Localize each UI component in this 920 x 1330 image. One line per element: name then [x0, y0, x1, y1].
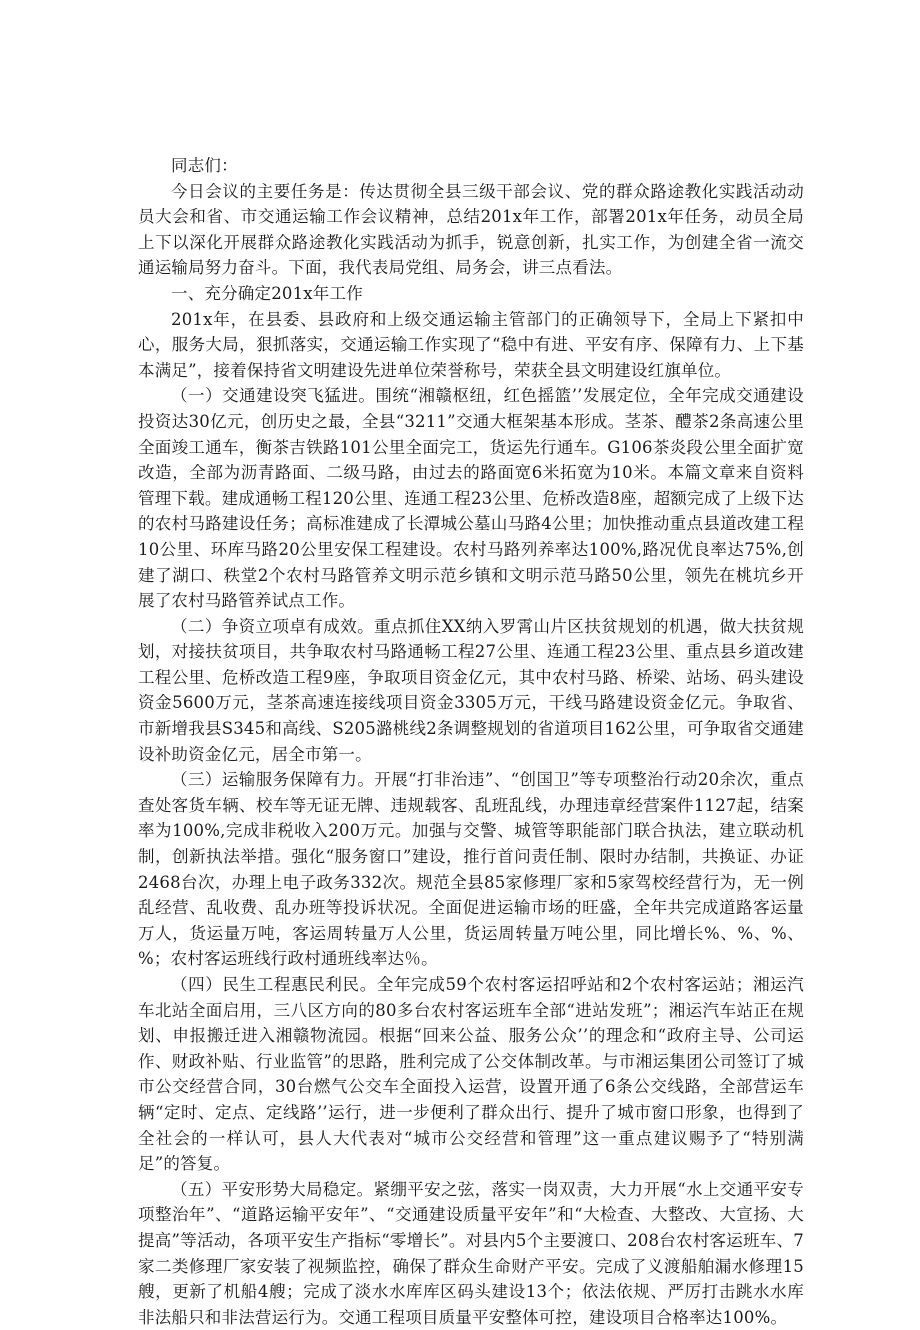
section-1-overview: 201x年，在县委、县政府和上级交通运输主管部门的正确领导下，全局上下紧扣中心，服务大局，狠抓落实，交通运输工作实现了“稳中有进、平安有序、保障有力、上下基本满足”，接着保持省文明建设先进单位荣誉称号，荣获全县文明建设红旗单位。 [138, 309, 804, 380]
document-body [138, 153, 804, 1330]
item-livelihood-projects: （四）民生工程惠民利民。全年完成59个农村客运招呼站和2个农村客运站；湘运汽车北站全面启用，三八区方向的80多台农村客运班车全部“进站发班”；湘运汽车站正在规划、申报搬迁进入湘赣物流园。根据“回来公益、服务公众’’的理念和“政府主导、公司运作、财政补贴、行业监管”的思路，胜利完成了公交体制改革。与市湘运集团公司签订了城市公交经营合同，30台燃气公交车全面投入运营，设置开通了6条公交线路，全部营运车辆“定时、定点、定线路’’运行，进一步便利了群众出行、提升了城市窗口形象，也得到了全社会的一样认可，县人大代表对“城市公交经营和管理”这一重点建议赐予了“特别满足”的答复。 [138, 975, 804, 1174]
item-transport-construction: （一）交通建设突飞猛进。围统“湘赣枢纽，红色摇篮’’发展定位，全年完成交通建设投资达30亿元，创历史之最，全县“3211”交通大框架基本形成。茎茶、醴茶2条高速公里全面竣工通车，衡茶吉铁路101公里全面完工，货运先行通车。G106茶炎段公里全面扩宽改造，全部为沥青路面、二级马路，由过去的路面宽6米拓宽为10米。本篇文章来自资料管理下载。建成通畅工程120公里、连通工程23公里、危桥改造8座，超额完成了上级下达的农村马路建设任务；高标准建成了长潭城公墓山马路4公里；加快推动重点县道改建工程10公里、环库马路20公里安保工程建设。农村马路列养率达100%,路况优良率达75%,创建了湖口、秩堂2个农村马路管养文明示范乡镇和文明示范马路50公里，领先在桃坑乡开展了农村马路管养试点工作。 [138, 386, 804, 611]
item-funding-projects: （二）争资立项卓有成效。重点抓住XX纳入罗霄山片区扶贫规划的机遇，做大扶贫规划，对接扶贫项目，共争取农村马路通畅工程27公里、连通工程23公里、重点县乡道改建工程公里、危桥改造工程9座，争取项目资金亿元，其中农村马路、桥梁、站场、码头建设资金5600万元，茎茶高速连接线项目资金3305万元，干线马路建设资金亿元。争取省、市新增我县S345和高线、S205潞桃线2条调整规划的省道项目162公里，可争取省交通建设补助资金亿元，居全市第一。 [138, 616, 804, 764]
item-transport-services: （三）运输服务保障有力。开展“打非治违”、“创国卫”等专项整治行动20余次，重点查处客货车辆、校车等无证无牌、违规载客、乱班乱线，办理违章经营案件1127起，结案率为100%,完成非税收入200万元。加强与交警、城管等职能部门联合执法，建立联动机制，创新执法举措。强化“服务窗口”建设，推行首问责任制、限时办结制，共换证、办证2468台次，办理上电子政务332次。规范全县85家修理厂家和5家驾校经营行为，无一例乱经营、乱收费、乱办班等投诉状况。全面促进运输市场的旺盛，全年共完成道路客运量万人，货运量万吨，客运周转量万人公里，货运周转量万吨公里，同比增长%、%、%、%；农村客运班线行政村通班线率达％。 [138, 770, 804, 969]
greeting: 同志们： [171, 156, 238, 175]
section-heading-1: 一、充分确定201x年工作 [171, 283, 363, 303]
intro-paragraph: 今日会议的主要任务是：传达贯彻全县三级干部会议、党的群众路途教化实践活动动员大会和省、市交通运输工作会议精神，总结201x年工作，部署201x年任务，动员全局上下以深化开展群众路途教化实践活动为抓手，锐意创新，扎实工作，为创建全省一流交通运输局努力奋斗。下面，我代表局党组、局务会，讲三点看法。 [138, 181, 804, 278]
item-safety-situation: （五）平安形势大局稳定。紧绷平安之弦，落实一岗双责，大力开展“水上交通平安专项整治年”、“道路运输平安年”、“交通建设质量平安年”和“大检查、大整改、大宣扬、大提高”等活动，各项平安生产指标“零增长”。对县内5个主要渡口、208台农村客运班车、7家二类修理厂家安装了视频监控，确保了群众生命财产平安。完成了义渡船舶漏水修理15艘，更新了机船4艘；完成了淡水水库库区码头建设13个；依法依规、严厉打击跳水水库非法船只和非法营运行为。交通工程项目质量平安整体可控，建设项目合格率达100%。 [138, 1179, 804, 1327]
